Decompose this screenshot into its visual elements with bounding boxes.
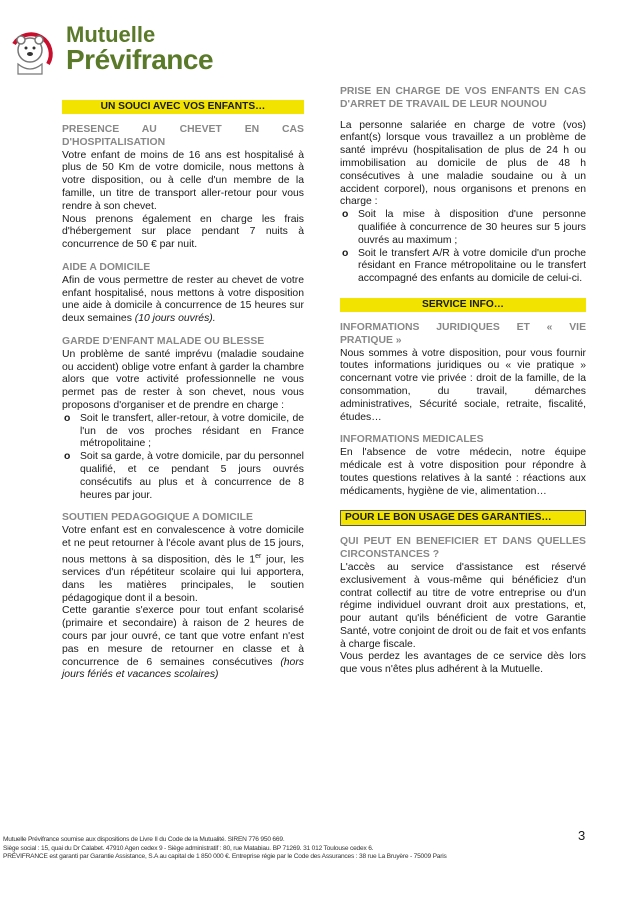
footer-line: Siège social : 15, quai du Dr Calabet. 47910 Agen cedex 9 - Siège administratif : 80, rue Matabiau. BP 71269. 31 012 Toulouse cedex 6.	[3, 844, 374, 852]
paragraph: Votre enfant de moins de 16 ans est hospitalisé à plus de 50 Km de votre domicile, nous mettons à votre disposition, ou à celle d'un membre de la famille, un titre de transport aller-retour pour vous rendre à son chevet.	[62, 149, 304, 212]
list-item: o Soit le transfert A/R à votre domicile d'un proche résidant en France métropolitaine ou le transfert accompagné des enfants au domicile de celui-ci.	[340, 248, 586, 286]
brand-line1: Mutuelle	[66, 22, 156, 47]
section-title-beneficier: QUI PEUT EN BENEFICIER ET DANS QUELLES CIRCONSTANCES ?	[340, 536, 586, 561]
section-title-nounou: PRISE EN CHARGE DE VOS ENFANTS EN CAS D'ARRET DE TRAVAIL DE LEUR NOUNOU	[340, 86, 586, 110]
paragraph: L'accès au service d'assistance est réservé exclusivement à vous-même qui bénéficiez d'un contrat collectif au titre de votre entreprise ou d'un régime individuel ouvrant droit aux prestations, et, pour autant qu'ils bénéficient de votre Garantie Santé, votre conjoint de droit ou de fait et vos enfants à charge fiscale.	[340, 561, 586, 650]
mutuelle-previfrance-logo	[8, 22, 253, 82]
section-title-presence: PRESENCE AU CHEVET EN CAS D'HOSPITALISATION	[62, 124, 304, 148]
list-item: o Soit sa garde, à votre domicile, par du personnel qualifié, et ce pendant 5 jours ouvrés consécutifs au plus et à concurrence de 8 heures par jour.	[62, 451, 304, 502]
paragraph: Afin de vous permettre de rester au chevet de votre enfant hospitalisé, nous mettons à votre disposition une aide à domicile à concurrence de 15 heures sur deux semaines (10 jours ouvrés).	[62, 274, 304, 325]
legal-footer	[3, 836, 563, 862]
footer-line: Mutuelle Prévifrance soumise aux dispositions de Livre II du Code de la Mutualité. SIREN 776 950 669.	[3, 836, 285, 843]
section-title-soutien: SOUTIEN PEDAGOGIQUE A DOMICILE	[62, 512, 253, 524]
list-item: o Soit la mise à disposition d'une personne qualifiée à concurrence de 30 heures sur 5 jours ouvrés au maximum ;	[340, 209, 586, 247]
right-column	[340, 86, 586, 677]
paragraph: Nous sommes à votre disposition, pour vous fournir toutes informations juridiques ou « vie pratique » concernant votre vie privée : droit de la famille, de la consommation, du travail, démarches administratives, Sécurité sociale, retraite, fiscalité, études…	[340, 347, 586, 423]
section-banner-service-info: SERVICE INFO…	[340, 298, 586, 312]
paragraph: Cette garantie s'exerce pour tout enfant scolarisé (primaire et secondaire) à raison de 2 heures de cours par jour ouvré, ce tant que votre enfant n'est pas en mesure de retourner en classe et à concurrence de 6 semaines consécutives (hors jours fériés et vacances scolaires)	[62, 605, 304, 681]
left-column	[62, 100, 304, 682]
paragraph: Un problème de santé imprévu (maladie soudaine ou accident) oblige votre enfant à garder la chambre alors que votre activité professionnelle ne vous permet pas de rester à son chevet, nous vous proposons d'organiser et de prendre en charge :	[62, 348, 304, 411]
paragraph: Votre enfant est en convalescence à votre domicile et ne peut retourner à l'école avant plus de 15 jours, nous mettons à sa disposition, dès le 1er jour, les services d'un répétiteur scolaire qui lui apportera, dans les matières principales, le soutien pédagogique dont il a besoin.	[62, 525, 304, 604]
section-banner-children: UN SOUCI AVEC VOS ENFANTS…	[62, 100, 304, 114]
section-title-aide-domicile: AIDE A DOMICILE	[62, 261, 151, 273]
section-title-medicales: INFORMATIONS MEDICALES	[340, 434, 484, 446]
list-item: o Soit le transfert, aller-retour, à votre domicile, de l'un de vos proches résidant en France métropolitaine ;	[62, 413, 304, 451]
paragraph: En l'absence de votre médecin, notre équipe médicale est à votre disposition pour répondre à toutes questions relatives à la santé : réactions aux médicaments, hygiène de vie, alimentation…	[340, 447, 586, 497]
section-title-juridique: INFORMATIONS JURIDIQUES ET « VIE PRATIQUE »	[340, 321, 586, 346]
section-title-garde-enfant: GARDE D'ENFANT MALADE OU BLESSE	[62, 335, 265, 347]
page-number: 3	[578, 828, 586, 843]
bullet-list	[62, 413, 304, 503]
footer-line: PRÉVIFRANCE est garanti par Garantie Assistance, S.A au capital de 1 850 000 €. Entreprise régie par le Code des Assurances : 38 rue La Bruyère - 75009 Paris	[3, 853, 447, 861]
section-banner-bon-usage: POUR LE BON USAGE DES GARANTIES…	[340, 510, 586, 526]
paragraph: Nous prenons également en charge les frais d'hébergement sur place pendant 7 nuits à concurrence de 50 € par nuit.	[62, 213, 304, 251]
brand-line2: Prévifrance	[66, 44, 214, 75]
paragraph: La personne salariée en charge de votre (vos) enfant(s) lorsque vous travaillez a un problème de santé imprévu (hospitalisation de plus de 24 h ou immobilisation au domicile de plus de 48 h consécutives à une maladie soudaine ou à un accident corporel), nous organisons et prenons en charge :	[340, 119, 586, 208]
paragraph: Vous perdez les avantages de ce service dès lors que vous n'êtes plus adhérent à la Mutuelle.	[340, 651, 586, 676]
bullet-list	[340, 209, 586, 286]
